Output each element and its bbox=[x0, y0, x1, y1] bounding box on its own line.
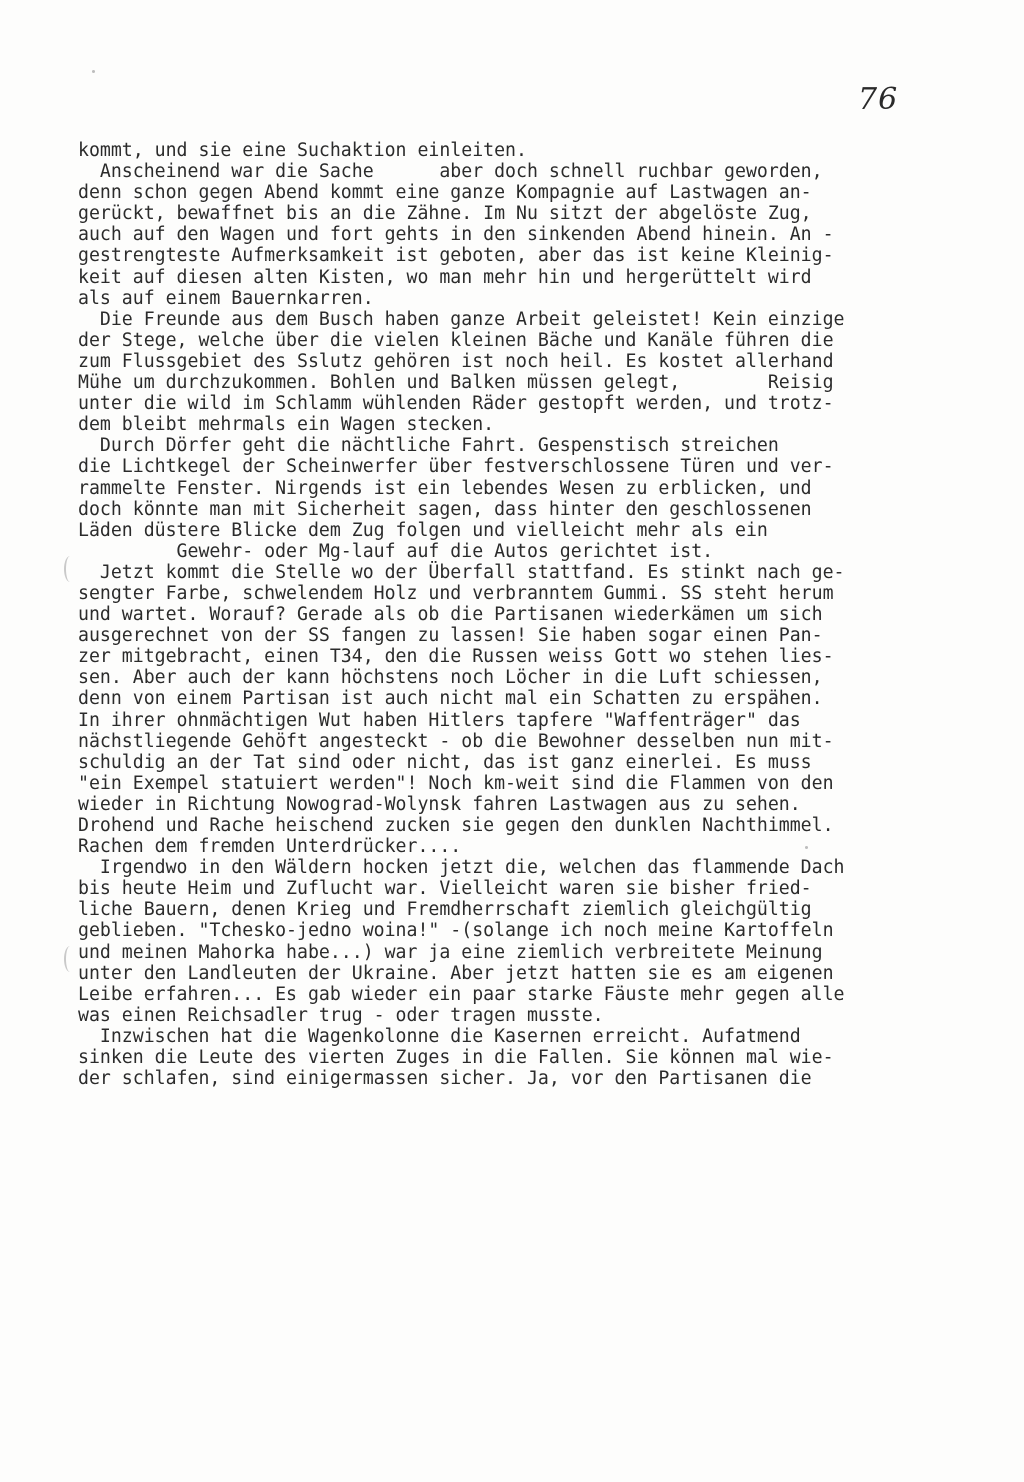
text-line: "ein Exempel statuiert werden"! Noch km-weit sind die Flammen von den bbox=[78, 772, 834, 794]
text-line: denn von einem Partisan ist auch nicht mal ein Schatten zu erspähen. bbox=[78, 688, 823, 710]
text-line: Durch Dörfer geht die nächtliche Fahrt. Gespenstisch streichen bbox=[78, 435, 779, 457]
text-line: wieder in Richtung Nowograd-Wolynsk fahren Lastwagen aus zu sehen. bbox=[78, 793, 801, 815]
text-line: nächstliegende Gehöft angesteckt - ob die Bewohner desselben nun mit- bbox=[78, 730, 834, 752]
text-line: geblieben. "Tchesko-jedno woina!" -(solange ich noch meine Kartoffeln bbox=[78, 920, 834, 942]
text-line: rammelte Fenster. Nirgends ist ein lebendes Wesen zu erblicken, und bbox=[78, 477, 812, 499]
text-line: gestrengteste Aufmerksamkeit ist geboten, aber das ist keine Kleinig- bbox=[78, 245, 834, 267]
text-line: keit auf diesen alten Kisten, wo man mehr hin und hergerüttelt wird bbox=[78, 266, 812, 288]
text-line: Jetzt kommt die Stelle wo der Überfall stattfand. Es stinkt nach ge- bbox=[78, 561, 845, 583]
text-line: zer mitgebracht, einen T34, den die Russen weiss Gott wo stehen lies- bbox=[78, 646, 834, 668]
text-line: ausgerechnet von der SS fangen zu lassen! Sie haben sogar einen Pan- bbox=[78, 625, 823, 647]
text-line: sen. Aber auch der kann höchstens noch Löcher in die Luft schiessen, bbox=[78, 667, 823, 689]
text-line: unter die wild im Schlamm wühlenden Räder gestopft werden, und trotz- bbox=[78, 393, 834, 415]
text-line: denn schon gegen Abend kommt eine ganze Kompagnie auf Lastwagen an- bbox=[78, 182, 812, 204]
body-text bbox=[78, 140, 998, 1089]
paper-speck bbox=[92, 70, 95, 73]
text-line: und meinen Mahorka habe...) war ja eine ziemlich verbreitete Meinung bbox=[78, 941, 823, 963]
text-line: dem bleibt mehrmals ein Wagen stecken. bbox=[78, 414, 495, 436]
text-line: liche Bauern, denen Krieg und Fremdherrschaft ziemlich gleichgültig bbox=[78, 899, 812, 921]
text-line: bis heute Heim und Zuflucht war. Vielleicht waren sie bisher fried- bbox=[78, 878, 812, 900]
text-line: der Stege, welche über die vielen kleinen Bäche und Kanäle führen die bbox=[78, 329, 834, 351]
text-line: Drohend und Rache heischend zucken sie gegen den dunklen Nachthimmel. bbox=[78, 815, 834, 836]
text-line: Rachen dem fremden Unterdrücker.... bbox=[78, 836, 462, 858]
text-line: sinken die Leute des vierten Zuges in die Fallen. Sie können mal wie- bbox=[78, 1047, 834, 1069]
text-line: und wartet. Worauf? Gerade als ob die Partisanen wiederkämen um sich bbox=[78, 604, 823, 626]
text-line: Gewehr- oder Mg-lauf auf die Autos gerichtet ist. bbox=[78, 540, 714, 562]
text-line: was einen Reichsadler trug - oder tragen musste. bbox=[78, 1004, 604, 1026]
text-line: der schlafen, sind einigermassen sicher. Ja, vor den Partisanen die bbox=[78, 1068, 812, 1090]
text-line: Leibe erfahren... Es gab wieder ein paar starke Fäuste mehr gegen alle bbox=[78, 983, 845, 1005]
text-line: sengter Farbe, schwelendem Holz und verbranntem Gummi. SS steht herum bbox=[78, 582, 834, 604]
text-line: Anscheinend war die Sache aber doch schnell ruchbar geworden, bbox=[78, 161, 823, 183]
text-line: auch auf den Wagen und fort gehts in den sinkenden Abend hinein. An - bbox=[78, 224, 834, 246]
punch-hole-mark bbox=[64, 946, 76, 972]
text-line: kommt, und sie eine Suchaktion einleiten. bbox=[78, 140, 527, 161]
text-line: die Lichtkegel der Scheinwerfer über festverschlossene Türen und ver- bbox=[78, 456, 834, 478]
page-number: 76 bbox=[858, 82, 899, 117]
text-line: Die Freunde aus dem Busch haben ganze Arbeit geleistet! Kein einzige bbox=[78, 308, 845, 330]
text-line: doch könnte man mit Sicherheit sagen, dass hinter den geschlossenen bbox=[78, 498, 812, 520]
text-line: zum Flussgebiet des Sslutz gehören ist noch heil. Es kostet allerhand bbox=[78, 350, 834, 372]
text-line: In ihrer ohnmächtigen Wut haben Hitlers tapfere "Waffenträger" das bbox=[78, 709, 801, 731]
text-line: Inzwischen hat die Wagenkolonne die Kasernen erreicht. Aufatmend bbox=[78, 1025, 801, 1047]
text-line: Mühe um durchzukommen. Bohlen und Balken müssen gelegt, Reisig bbox=[78, 372, 834, 394]
text-line: gerückt, bewaffnet bis an die Zähne. Im Nu sitzt der abgelöste Zug, bbox=[78, 203, 812, 225]
punch-hole-mark bbox=[64, 556, 76, 582]
text-line: schuldig an der Tat sind oder nicht, das ist ganz einerlei. Es muss bbox=[78, 751, 812, 773]
text-line: als auf einem Bauernkarren. bbox=[78, 287, 374, 309]
text-line: Irgendwo in den Wäldern hocken jetzt die, welchen das flammende Dach bbox=[78, 857, 845, 879]
text-line: Läden düstere Blicke dem Zug folgen und vielleicht mehr als ein bbox=[78, 519, 768, 541]
text-line: unter den Landleuten der Ukraine. Aber jetzt hatten sie es am eigenen bbox=[78, 962, 834, 984]
